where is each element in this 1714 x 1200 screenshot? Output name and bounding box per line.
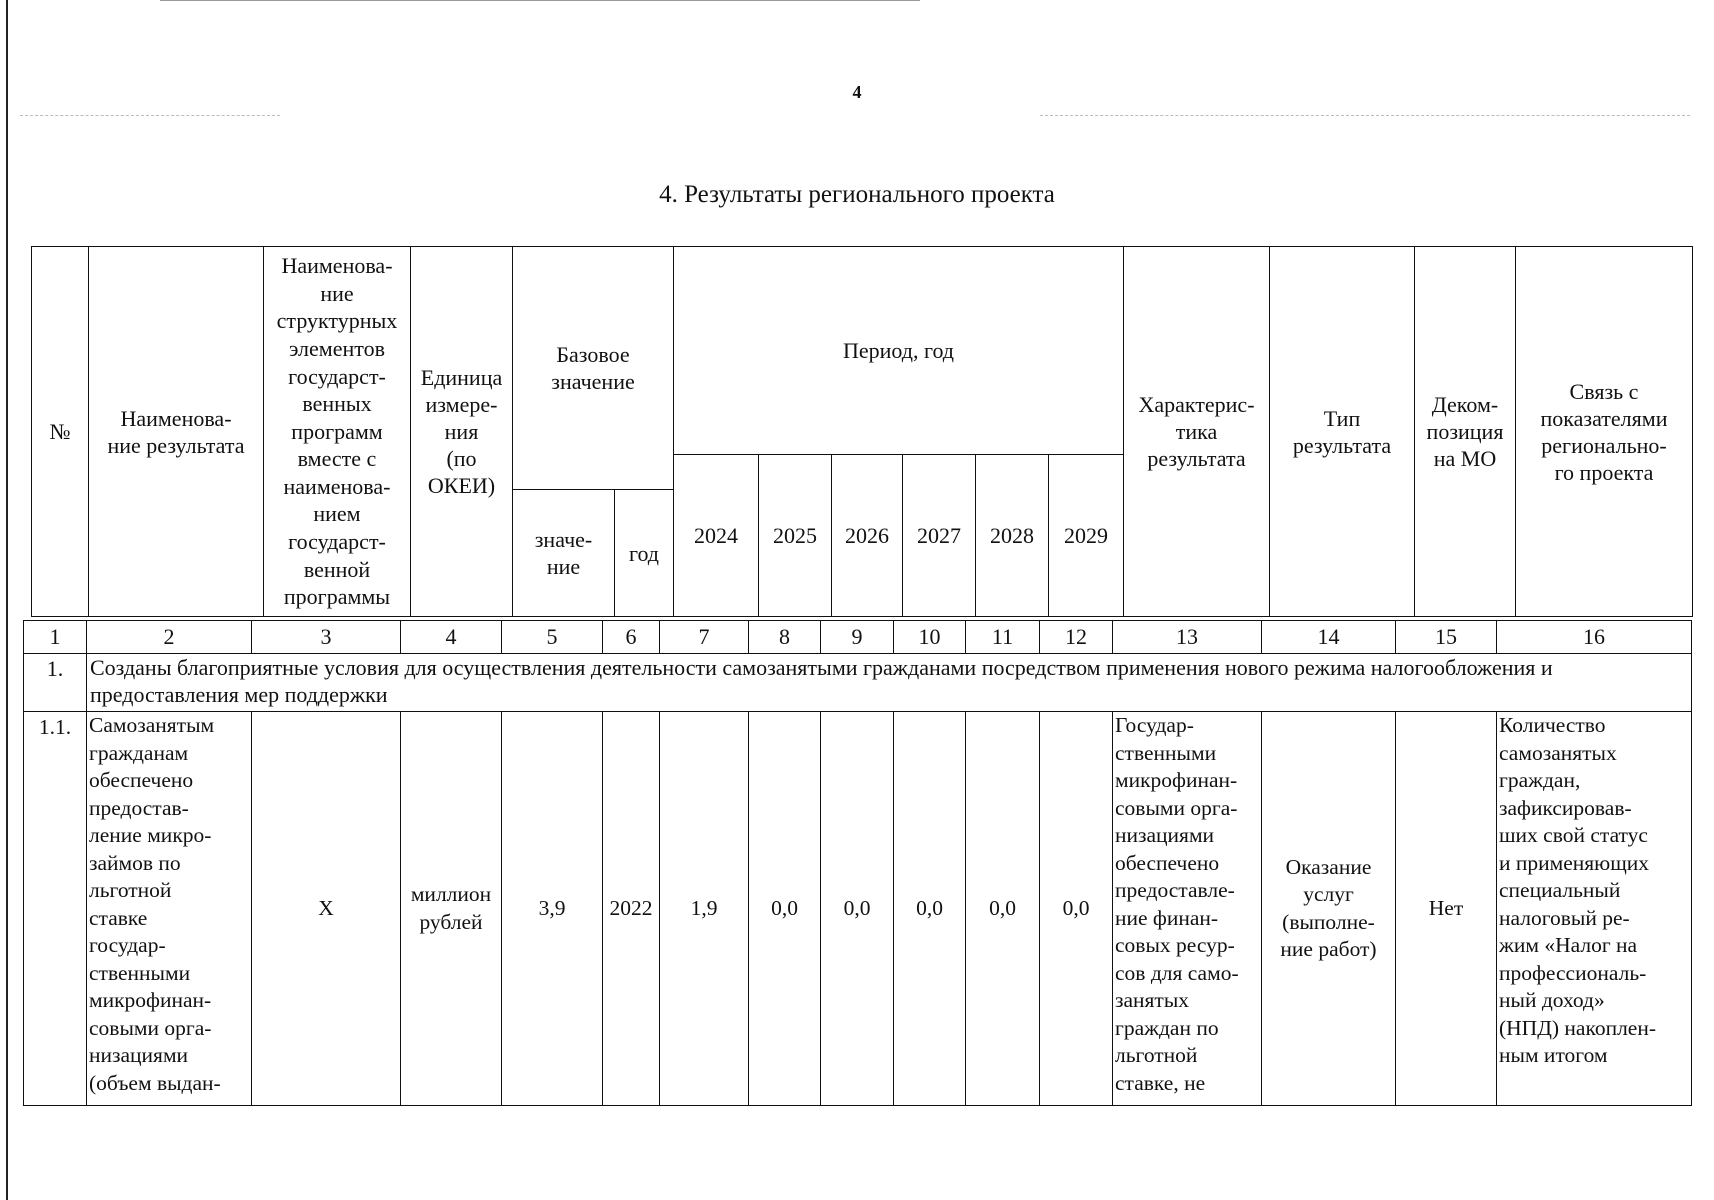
column-number: 16 — [1497, 621, 1692, 654]
column-number: 9 — [821, 621, 894, 654]
section-number: 1. — [24, 654, 87, 712]
value-2029: 0,0 — [1040, 712, 1113, 1106]
linked-indicator: Количество самозанятых граждан, зафиксировав- ших свой статус и применяющих специальный налоговый ре- жим «Налог на профессиональ- ный доход» (НПД) накоплен- ным итогом — [1497, 712, 1692, 1106]
scan-edge-left — [6, 0, 8, 1200]
header-year-2028: 2028 — [976, 455, 1049, 617]
column-number: 14 — [1262, 621, 1396, 654]
header-link: Связь с показателями регионально- го проекта — [1516, 247, 1693, 617]
results-table — [23, 620, 1692, 1106]
header-year-2025: 2025 — [759, 455, 832, 617]
result-characteristic: Государ- ственными микрофинан- совыми орга- низациями обеспечено предоставле- ние финан- совых ресур- сов для само- занятых граждан по льготной ставке, не — [1113, 712, 1262, 1106]
header-decomposition: Деком- позиция на МО — [1415, 247, 1516, 617]
header-year-2024: 2024 — [674, 455, 759, 617]
row-number: 1.1. — [24, 712, 87, 1106]
column-number: 2 — [87, 621, 252, 654]
scan-edge-top — [160, 0, 920, 1]
value-2024: 1,9 — [660, 712, 749, 1106]
value-2026: 0,0 — [821, 712, 894, 1106]
structural-element: X — [252, 712, 401, 1106]
base-year: 2022 — [603, 712, 660, 1106]
value-2028: 0,0 — [966, 712, 1040, 1106]
column-number: 6 — [603, 621, 660, 654]
column-number: 10 — [894, 621, 966, 654]
header-unit: Единица измере- ния (по ОКЕИ) — [411, 247, 513, 617]
header-result-type: Тип результата — [1270, 247, 1415, 617]
column-number: 7 — [660, 621, 749, 654]
base-value: 3,9 — [502, 712, 603, 1106]
column-number: 13 — [1113, 621, 1262, 654]
header-year-2027: 2027 — [903, 455, 976, 617]
value-2025: 0,0 — [749, 712, 821, 1106]
result-name: Самозанятым гражданам обеспечено предостав- ление микро- займов по льготной ставке государ- ственными микрофинан- совыми орга- низациями (объем выдан- — [87, 712, 252, 1106]
scan-noise-line — [1040, 115, 1690, 116]
column-number: 1 — [24, 621, 87, 654]
page-number: 4 — [852, 82, 862, 102]
header-table — [31, 246, 1693, 617]
column-number: 8 — [749, 621, 821, 654]
column-number: 12 — [1040, 621, 1113, 654]
column-number: 5 — [502, 621, 603, 654]
header-year-2029: 2029 — [1049, 455, 1124, 617]
header-result-name: Наименова- ние результата — [89, 247, 264, 617]
value-2027: 0,0 — [894, 712, 966, 1106]
header-year-2026: 2026 — [832, 455, 903, 617]
section-text: Созданы благоприятные условия для осуществления деятельности самозанятыми гражданами посредством применения нового режима налогообложения и предоставления мер поддержки — [87, 654, 1692, 712]
unit: миллион рублей — [401, 712, 502, 1106]
header-base-value: Базовое значение — [513, 247, 674, 490]
decomposition: Нет — [1396, 712, 1497, 1106]
header-characteristic: Характерис- тика результата — [1124, 247, 1270, 617]
header-no: № — [32, 247, 89, 617]
header-period: Период, год — [674, 247, 1124, 455]
column-number: 11 — [966, 621, 1040, 654]
column-number: 4 — [401, 621, 502, 654]
header-base-value-value: значе- ние — [513, 490, 615, 617]
header-base-value-year: год — [615, 490, 674, 617]
header-structural-elements: Наименова- ние структурных элементов государст- венных программ вместе с наименова- нием государст- венной программы — [264, 247, 411, 617]
result-type: Оказание услуг (выполне- ние работ) — [1262, 712, 1396, 1106]
scan-noise-line — [20, 115, 280, 116]
column-number: 15 — [1396, 621, 1497, 654]
section-title: 4. Результаты регионального проекта — [659, 181, 1055, 208]
column-number: 3 — [252, 621, 401, 654]
